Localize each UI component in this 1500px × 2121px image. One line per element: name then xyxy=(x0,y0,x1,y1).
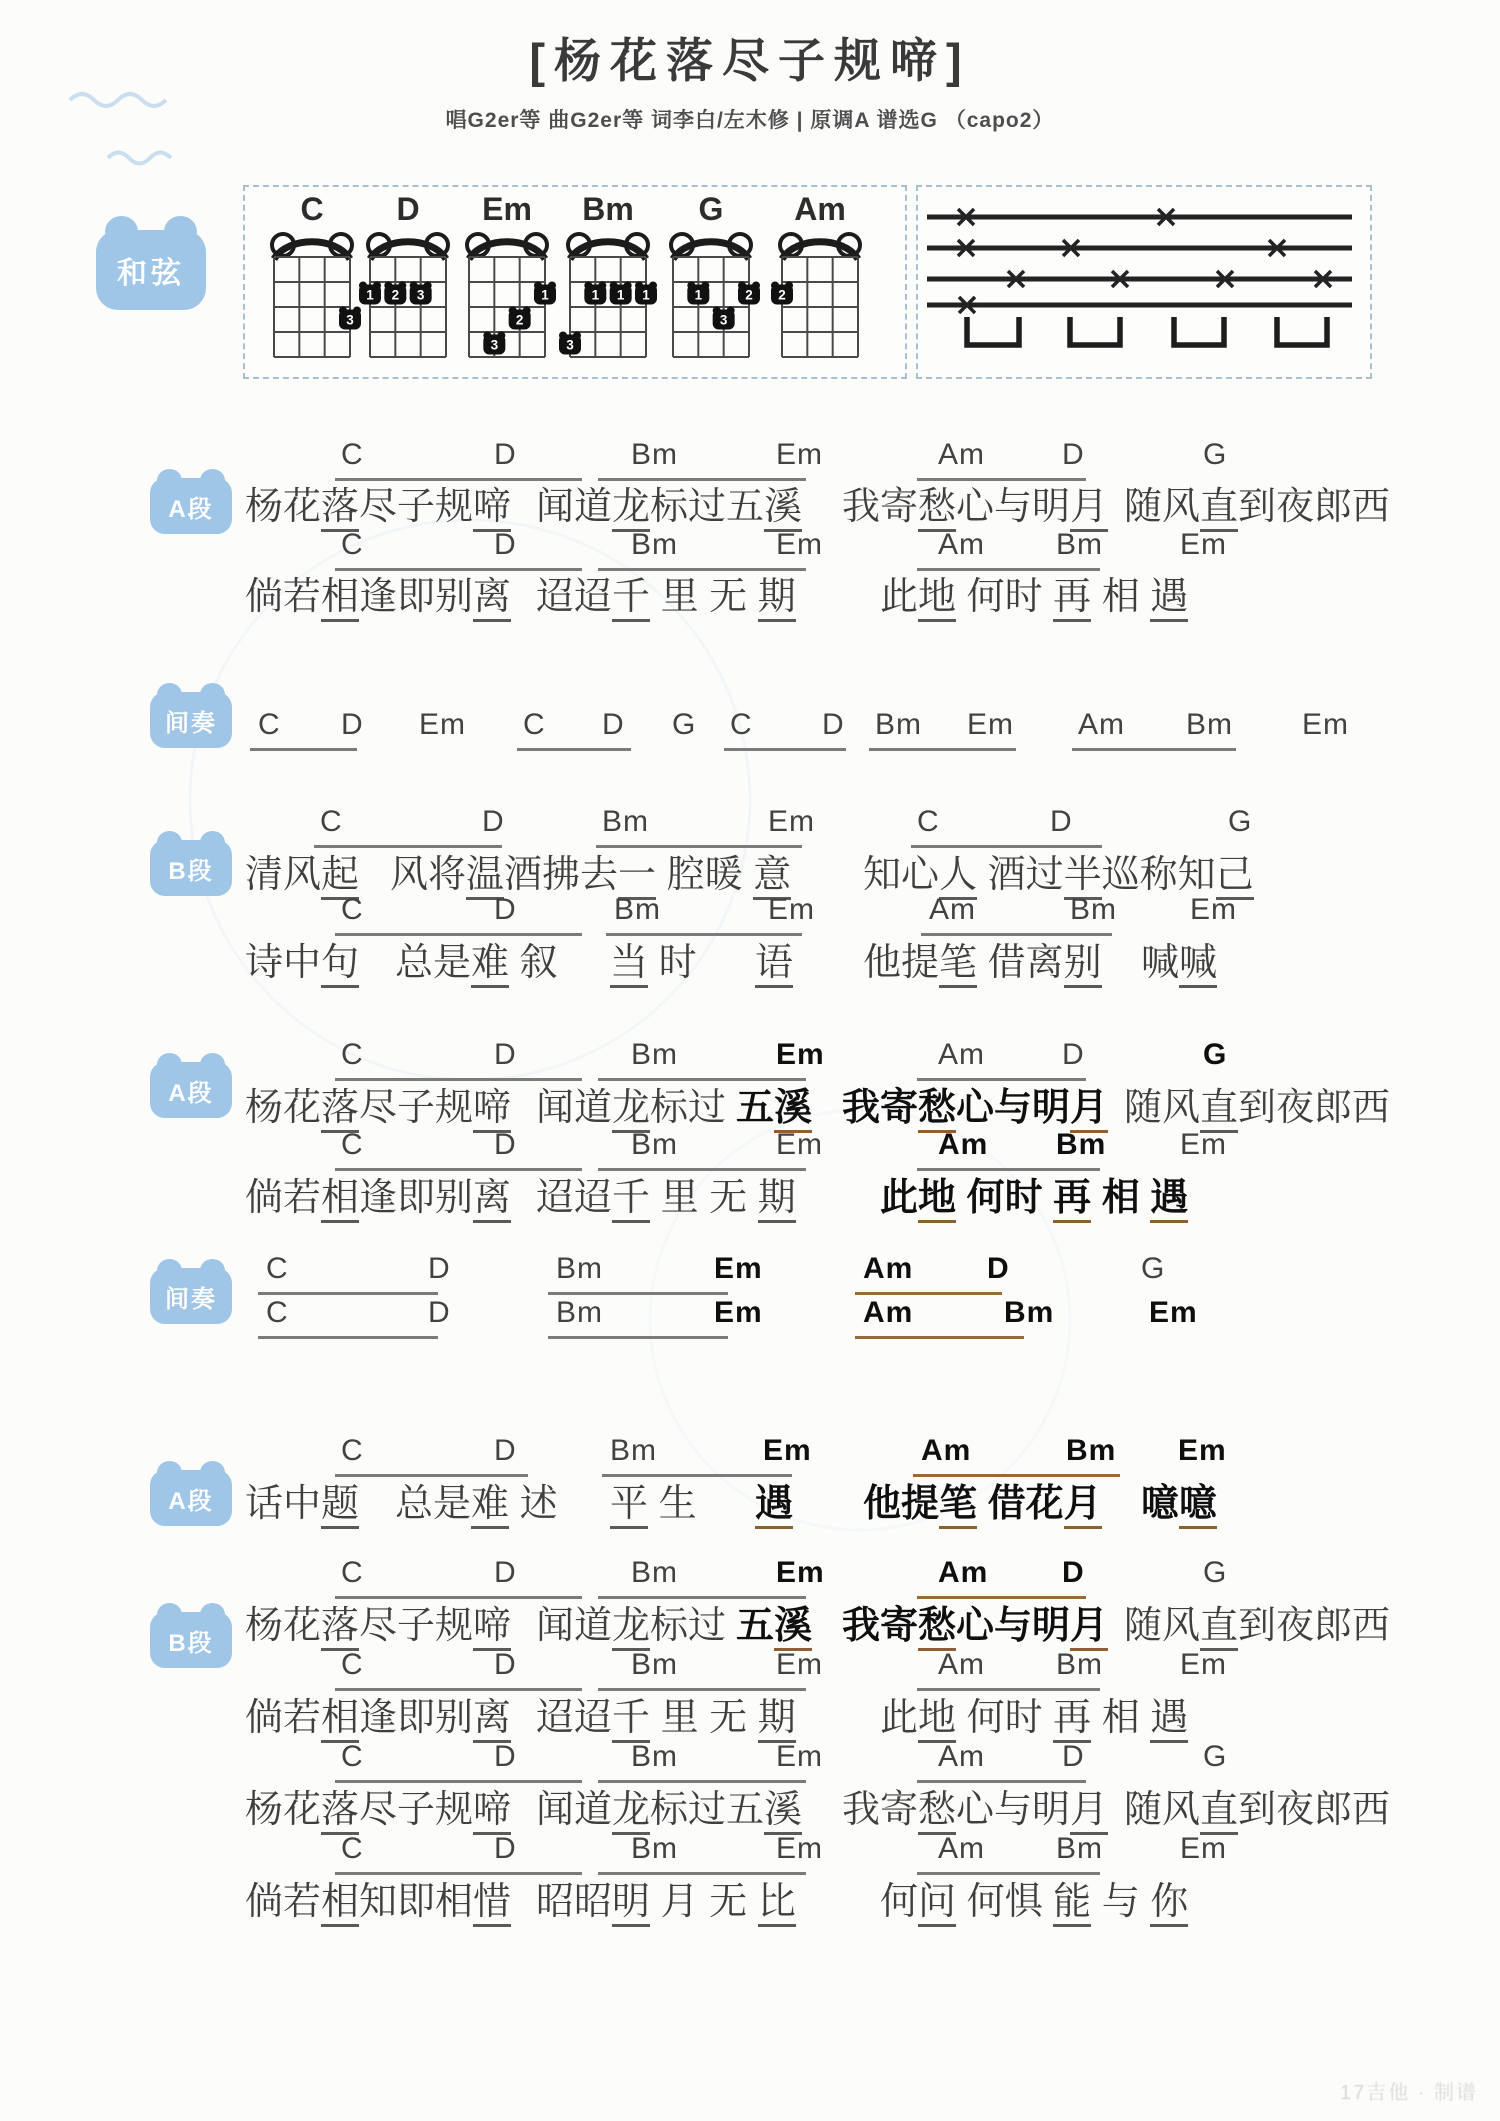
chord-symbol: Bm xyxy=(602,805,649,838)
chord-group-underline xyxy=(250,748,357,751)
lyric-phrase: 话中题 xyxy=(245,1472,359,1527)
chord-diagram-G xyxy=(661,191,761,361)
underlined-char: 喊 xyxy=(1179,942,1217,988)
lyric-phrase: 何问 何惧 能 与 你 xyxy=(880,1870,1188,1925)
lyric-phrase: 杨花落尽子规啼 xyxy=(245,475,511,530)
chord-symbol: Em xyxy=(967,708,1014,741)
underlined-char: 再 xyxy=(1053,1697,1091,1743)
chord-symbol: G xyxy=(672,708,697,741)
chord-symbol: Bm xyxy=(1070,893,1117,926)
underlined-char: 相 xyxy=(321,1881,359,1927)
lyric-phrase: 知心人 酒过半巡称知己 xyxy=(863,843,1254,898)
chord-symbol: Em xyxy=(776,1556,825,1589)
lyric-phrase: 倘若相逢即别离 xyxy=(245,565,511,620)
chord-diagram-Bm xyxy=(558,191,658,361)
page-title: [杨花落尽子规啼] xyxy=(529,34,971,87)
underlined-char: 难 xyxy=(471,1483,509,1529)
chord-symbol: Am xyxy=(938,1038,985,1071)
chords-section-badge: 和弦 xyxy=(96,230,206,310)
underlined-char: 龙 xyxy=(612,1087,650,1133)
chord-symbol: Em xyxy=(1302,708,1349,741)
underlined-char: 语 xyxy=(755,942,793,988)
lyric-phrase: 喊喊 xyxy=(1141,931,1217,986)
underlined-char: 遇 xyxy=(755,1483,793,1529)
chord-symbol: C xyxy=(341,1434,364,1467)
svg-text:3: 3 xyxy=(719,312,728,328)
underlined-char: 地 xyxy=(918,1697,956,1743)
svg-text:3: 3 xyxy=(416,287,425,303)
chord-symbol: Em xyxy=(1180,1648,1227,1681)
svg-text:3: 3 xyxy=(566,337,574,353)
chord-symbol: Bm xyxy=(1056,1832,1103,1865)
chord-diagram-D xyxy=(358,191,458,361)
lyric-phrase: 风将温酒拂去一 腔暖 意 xyxy=(390,843,791,898)
chord-symbol: D xyxy=(987,1252,1010,1285)
chord-symbol: Em xyxy=(1149,1296,1198,1329)
underlined-char: 落 xyxy=(321,1087,359,1133)
chord-symbol: C xyxy=(917,805,940,838)
svg-text:2: 2 xyxy=(515,312,524,328)
squiggle-icon xyxy=(108,153,171,164)
lyric-phrase: 杨花落尽子规啼 xyxy=(245,1594,511,1649)
chord-name: C xyxy=(300,191,324,227)
chord-symbol: Em xyxy=(776,1740,823,1773)
chord-symbol: Am xyxy=(938,438,985,471)
underlined-char: 笔 xyxy=(939,1483,977,1529)
chord-symbol: Bm xyxy=(1066,1434,1117,1467)
underlined-char: 能 xyxy=(1053,1881,1091,1927)
chord-symbol: Em xyxy=(1180,1128,1227,1161)
chord-symbol: Em xyxy=(714,1252,763,1285)
chord-grid xyxy=(262,227,362,361)
chord-symbol: C xyxy=(266,1252,289,1285)
underlined-char: 愁 xyxy=(918,486,956,532)
chord-symbol: G xyxy=(1203,1038,1228,1071)
chord-name: Am xyxy=(794,191,846,227)
underlined-char: 平 xyxy=(610,1483,648,1529)
lyric-line xyxy=(0,1778,1500,1831)
svg-text:1: 1 xyxy=(591,287,600,303)
lyric-phrase: 随风直到夜郎西 xyxy=(1124,1076,1390,1131)
lyric-phrase: 噫噫 xyxy=(1141,1472,1217,1527)
chord-symbol: Am xyxy=(863,1296,914,1329)
chord-symbol: Bm xyxy=(556,1252,603,1285)
chord-symbol: Em xyxy=(768,893,815,926)
strum-pattern-panel xyxy=(916,185,1372,379)
chord-symbol: Bm xyxy=(631,1556,678,1589)
lyric-phrase: 闻道龙标过五溪 xyxy=(536,475,802,530)
underlined-char: 直 xyxy=(1200,1789,1238,1835)
chord-symbol: Bm xyxy=(1056,528,1103,561)
lyric-phrase: 诗中句 xyxy=(245,931,359,986)
chord-symbol: Bm xyxy=(614,893,661,926)
chord-symbol: C xyxy=(341,1832,364,1865)
chord-symbol: D xyxy=(428,1252,451,1285)
lyric-phrase: 平 生 xyxy=(610,1472,697,1527)
chord-diagram-Em xyxy=(457,191,557,361)
svg-text:2: 2 xyxy=(745,287,753,303)
lyric-phrase: 迢迢千 里 无 期 xyxy=(536,1166,796,1221)
underlined-char: 溪 xyxy=(764,1789,802,1835)
chord-symbol: D xyxy=(428,1296,451,1329)
chord-grid xyxy=(457,227,557,361)
lyric-line xyxy=(0,1472,1500,1525)
chord-diagrams-panel xyxy=(243,185,907,379)
underlined-char: 离 xyxy=(473,1697,511,1743)
lyric-phrase: 闻道龙标过 xyxy=(536,1594,726,1649)
chord-symbol: Em xyxy=(763,1434,812,1467)
underlined-char: 比 xyxy=(758,1881,796,1927)
chord-name: Bm xyxy=(582,191,634,227)
underlined-char: 直 xyxy=(1200,486,1238,532)
chord-symbol: D xyxy=(1062,1556,1085,1589)
underlined-char: 月 xyxy=(1070,1087,1108,1133)
underlined-char: 月 xyxy=(1070,486,1108,532)
chord-symbol: Bm xyxy=(631,1038,678,1071)
chord-symbol: Em xyxy=(714,1296,763,1329)
underlined-char: 别 xyxy=(1064,942,1102,988)
chord-symbol: C xyxy=(341,1740,364,1773)
underlined-char: 遇 xyxy=(1150,1177,1188,1223)
chord-symbol: D xyxy=(494,1648,517,1681)
lyric-line xyxy=(0,565,1500,618)
underlined-char: 难 xyxy=(471,942,509,988)
underlined-char: 啼 xyxy=(473,1605,511,1651)
lyric-phrase: 此地 何时 再 相 遇 xyxy=(880,1166,1188,1221)
chord-symbol: C xyxy=(341,1556,364,1589)
lyric-phrase: 他提笔 借花月 xyxy=(863,1472,1102,1527)
underlined-char: 愁 xyxy=(918,1789,956,1835)
chord-symbol: Am xyxy=(938,1556,989,1589)
section-badge-A段: A段 xyxy=(150,478,232,534)
underlined-char: 千 xyxy=(612,1697,650,1743)
chord-symbol: Bm xyxy=(631,1832,678,1865)
chord-symbol: D xyxy=(494,893,517,926)
svg-text:1: 1 xyxy=(694,287,703,303)
lyric-phrase: 总是难 述 xyxy=(395,1472,558,1527)
chord-group-underline xyxy=(258,1292,438,1295)
underlined-char: 龙 xyxy=(612,1605,650,1651)
section-badge-A段: A段 xyxy=(150,1062,232,1118)
chord-diagram-Am xyxy=(770,191,870,361)
svg-text:3: 3 xyxy=(346,312,354,328)
lyric-phrase: 我寄愁心与明月 xyxy=(842,1076,1108,1131)
underlined-char: 问 xyxy=(918,1881,956,1927)
lyric-phrase: 倘若相逢即别离 xyxy=(245,1166,511,1221)
underlined-char: 意 xyxy=(753,854,791,900)
chord-group-underline xyxy=(869,748,1016,751)
chord-symbol: G xyxy=(1203,438,1228,471)
chord-symbol: Am xyxy=(921,1434,972,1467)
chord-symbol: D xyxy=(494,1740,517,1773)
chord-symbol: D xyxy=(494,438,517,471)
chord-symbol: Am xyxy=(938,1832,985,1865)
underlined-char: 句 xyxy=(321,942,359,988)
underlined-char: 千 xyxy=(612,1177,650,1223)
underlined-char: 起 xyxy=(321,854,359,900)
chord-symbol: D xyxy=(482,805,505,838)
underlined-char: 己 xyxy=(1216,854,1254,900)
chord-symbol: C xyxy=(730,708,753,741)
lyric-phrase: 迢迢千 里 无 期 xyxy=(536,565,796,620)
underlined-char: 溪 xyxy=(774,1087,812,1133)
lyric-phrase: 此地 何时 再 相 遇 xyxy=(880,565,1188,620)
lyric-phrase: 随风直到夜郎西 xyxy=(1124,475,1390,530)
chord-grid xyxy=(358,227,458,361)
chord-symbol: Bm xyxy=(631,1128,678,1161)
lyric-phrase: 我寄愁心与明月 xyxy=(842,475,1108,530)
chord-symbol: Bm xyxy=(875,708,922,741)
chord-symbol: C xyxy=(341,1128,364,1161)
underlined-char: 题 xyxy=(321,1483,359,1529)
chord-symbol: D xyxy=(602,708,625,741)
chord-symbol: D xyxy=(1062,438,1085,471)
chord-symbol: Am xyxy=(1078,708,1125,741)
chord-symbol: Em xyxy=(419,708,466,741)
song-credits: 唱G2er等 曲G2er等 词李白/左木修 | 原调A 谱选G （capo2） xyxy=(445,109,1055,132)
lyric-phrase: 倘若相知即相惜 xyxy=(245,1870,511,1925)
underlined-char: 笔 xyxy=(939,942,977,988)
chord-symbol: D xyxy=(494,1038,517,1071)
chord-group-underline xyxy=(548,1292,728,1295)
underlined-char: 月 xyxy=(1070,1605,1108,1651)
chord-symbol: D xyxy=(494,1832,517,1865)
chord-symbol: C xyxy=(341,893,364,926)
lyric-phrase: 随风直到夜郎西 xyxy=(1124,1778,1390,1833)
chord-symbol: Em xyxy=(776,1128,823,1161)
underlined-char: 啼 xyxy=(473,486,511,532)
underlined-char: 落 xyxy=(321,1605,359,1651)
section-badge-B段: B段 xyxy=(150,1612,232,1668)
underlined-char: 离 xyxy=(473,576,511,622)
svg-text:1: 1 xyxy=(366,287,374,303)
chord-group-underline xyxy=(258,1336,438,1339)
chord-symbol: Bm xyxy=(631,528,678,561)
chord-symbol: C xyxy=(320,805,343,838)
chord-symbol: Em xyxy=(1180,528,1227,561)
lyric-phrase: 清风起 xyxy=(245,843,359,898)
chord-symbol: Bm xyxy=(1004,1296,1055,1329)
chord-name: G xyxy=(698,191,724,227)
chord-symbol: C xyxy=(258,708,281,741)
lyric-phrase xyxy=(755,1472,793,1527)
underlined-char: 月 xyxy=(1070,1789,1108,1835)
underlined-char: 人 xyxy=(939,854,977,900)
chord-symbol: Em xyxy=(776,528,823,561)
lyric-line xyxy=(0,931,1500,984)
underlined-char: 龙 xyxy=(612,486,650,532)
section-badge-A段: A段 xyxy=(150,1470,232,1526)
lyric-phrase: 倘若相逢即别离 xyxy=(245,1686,511,1741)
chord-name: D xyxy=(396,191,420,227)
chord-group-underline xyxy=(548,1336,728,1339)
lyric-phrase: 五溪 xyxy=(736,1076,812,1131)
lyric-phrase: 当 时 xyxy=(610,931,697,986)
chord-symbol: Am xyxy=(938,528,985,561)
chord-symbol: C xyxy=(523,708,546,741)
chord-symbol: Bm xyxy=(610,1434,657,1467)
lyric-phrase: 杨花落尽子规啼 xyxy=(245,1778,511,1833)
chord-grid xyxy=(770,227,870,361)
lyric-line xyxy=(0,1594,1500,1647)
chord-grid xyxy=(661,227,761,361)
chord-symbol: Em xyxy=(776,1648,823,1681)
chord-grid xyxy=(558,227,658,361)
lyric-phrase: 杨花落尽子规啼 xyxy=(245,1076,511,1131)
chord-symbol: Bm xyxy=(1056,1648,1103,1681)
chord-symbol: Em xyxy=(1190,893,1237,926)
strum-pattern xyxy=(918,187,1366,373)
lyric-phrase: 我寄愁心与明月 xyxy=(842,1594,1108,1649)
lyric-line xyxy=(0,1686,1500,1739)
chord-symbol: D xyxy=(494,1556,517,1589)
chord-diagram-C xyxy=(262,191,362,361)
underlined-char: 期 xyxy=(758,1697,796,1743)
chord-symbol: G xyxy=(1203,1740,1228,1773)
section-badge-间奏: 间奏 xyxy=(150,692,232,748)
chord-symbol: Am xyxy=(938,1128,989,1161)
underlined-char: 直 xyxy=(1200,1605,1238,1651)
underlined-char: 龙 xyxy=(612,1789,650,1835)
chord-symbol: Em xyxy=(1178,1434,1227,1467)
chord-symbol: C xyxy=(341,1038,364,1071)
underlined-char: 再 xyxy=(1053,576,1091,622)
lyric-phrase: 他提笔 借离别 xyxy=(863,931,1102,986)
lyric-phrase: 闻道龙标过五溪 xyxy=(536,1778,802,1833)
chord-symbol: Bm xyxy=(1186,708,1233,741)
chord-symbol: C xyxy=(341,1648,364,1681)
lyric-phrase: 迢迢千 里 无 期 xyxy=(536,1686,796,1741)
underlined-char: 惜 xyxy=(473,1881,511,1927)
underlined-char: 地 xyxy=(918,1177,956,1223)
chord-symbol: Em xyxy=(1180,1832,1227,1865)
chord-group-underline xyxy=(855,1336,1024,1339)
underlined-char: 遇 xyxy=(1150,1697,1188,1743)
underlined-char: 相 xyxy=(321,1697,359,1743)
svg-text:1: 1 xyxy=(541,287,549,303)
svg-text:2: 2 xyxy=(778,287,786,303)
underlined-char: 直 xyxy=(1200,1087,1238,1133)
underlined-char: 再 xyxy=(1053,1177,1091,1223)
chord-symbol: Bm xyxy=(1056,1128,1107,1161)
chord-symbol: D xyxy=(341,708,364,741)
chord-symbol: Bm xyxy=(556,1296,603,1329)
chord-symbol: Em xyxy=(776,1038,825,1071)
underlined-char: 落 xyxy=(321,486,359,532)
chord-symbol: D xyxy=(822,708,845,741)
chord-symbol: D xyxy=(494,1434,517,1467)
underlined-char: 相 xyxy=(321,1177,359,1223)
chord-symbol: D xyxy=(494,528,517,561)
chord-symbol: G xyxy=(1228,805,1253,838)
chord-symbol: D xyxy=(494,1128,517,1161)
svg-text:2: 2 xyxy=(391,287,400,303)
chord-symbol: Am xyxy=(863,1252,914,1285)
underlined-char: 愁 xyxy=(918,1605,956,1651)
section-badge-间奏: 间奏 xyxy=(150,1268,232,1324)
underlined-char: 半 xyxy=(1064,854,1102,900)
underlined-char: 相 xyxy=(321,576,359,622)
chord-symbol: C xyxy=(341,438,364,471)
chord-symbol: Em xyxy=(768,805,815,838)
chord-group-underline xyxy=(724,748,846,751)
underlined-char: 期 xyxy=(758,576,796,622)
chord-symbol: C xyxy=(341,528,364,561)
lyric-phrase: 总是难 叙 xyxy=(395,931,558,986)
chord-line xyxy=(0,708,1500,758)
underlined-char: 明 xyxy=(612,1881,650,1927)
underlined-char: 期 xyxy=(758,1177,796,1223)
chord-symbol: C xyxy=(266,1296,289,1329)
underlined-char: 离 xyxy=(473,1177,511,1223)
chord-symbol: G xyxy=(1141,1252,1166,1285)
underlined-char: 溪 xyxy=(774,1605,812,1651)
lyric-phrase: 闻道龙标过 xyxy=(536,1076,726,1131)
svg-text:1: 1 xyxy=(616,287,625,303)
chord-group-underline xyxy=(1072,748,1236,751)
chord-symbol: Em xyxy=(776,438,823,471)
chord-name: Em xyxy=(482,191,532,227)
lyric-phrase: 昭昭明 月 无 比 xyxy=(536,1870,796,1925)
underlined-char: 噫 xyxy=(1179,1483,1217,1529)
underlined-char: 落 xyxy=(321,1789,359,1835)
underlined-char: 温 xyxy=(466,854,504,900)
chord-symbol: Bm xyxy=(631,1648,678,1681)
chord-symbol: Am xyxy=(929,893,976,926)
chord-symbol: Am xyxy=(938,1740,985,1773)
lyric-line xyxy=(0,843,1500,896)
svg-text:1: 1 xyxy=(642,287,650,303)
chord-symbol: D xyxy=(1062,1740,1085,1773)
lyric-phrase: 随风直到夜郎西 xyxy=(1124,1594,1390,1649)
svg-text:3: 3 xyxy=(490,337,499,353)
underlined-char: 遇 xyxy=(1150,576,1188,622)
lyric-phrase: 此地 何时 再 相 遇 xyxy=(880,1686,1188,1741)
underlined-char: 一 xyxy=(618,854,656,900)
lyric-line xyxy=(0,1166,1500,1219)
underlined-char: 愁 xyxy=(918,1087,956,1133)
lyric-phrase xyxy=(755,931,793,986)
underlined-char: 月 xyxy=(1064,1483,1102,1529)
chord-symbol: Am xyxy=(938,1648,985,1681)
underlined-char: 啼 xyxy=(473,1087,511,1133)
underlined-char: 溪 xyxy=(764,486,802,532)
chord-group-underline xyxy=(855,1292,1002,1295)
lyric-line xyxy=(0,475,1500,528)
underlined-char: 当 xyxy=(610,942,648,988)
lyric-phrase: 我寄愁心与明月 xyxy=(842,1778,1108,1833)
watermark: 17吉他 · 制谱 xyxy=(1339,2082,1478,2104)
chord-symbol: D xyxy=(1062,1038,1085,1071)
chord-symbol: Em xyxy=(776,1832,823,1865)
lyric-phrase: 五溪 xyxy=(736,1594,812,1649)
lyric-line xyxy=(0,1870,1500,1923)
underlined-char: 你 xyxy=(1150,1881,1188,1927)
chord-group-underline xyxy=(517,748,631,751)
underlined-char: 千 xyxy=(612,576,650,622)
section-badge-B段: B段 xyxy=(150,840,232,896)
chord-symbol: Bm xyxy=(631,1740,678,1773)
underlined-char: 啼 xyxy=(473,1789,511,1835)
chord-symbol: Bm xyxy=(631,438,678,471)
chord-symbol: G xyxy=(1203,1556,1228,1589)
underlined-char: 地 xyxy=(918,576,956,622)
chord-line xyxy=(0,1252,1500,1302)
chord-symbol: D xyxy=(1050,805,1073,838)
lyric-line xyxy=(0,1076,1500,1129)
chord-line xyxy=(0,1296,1500,1346)
